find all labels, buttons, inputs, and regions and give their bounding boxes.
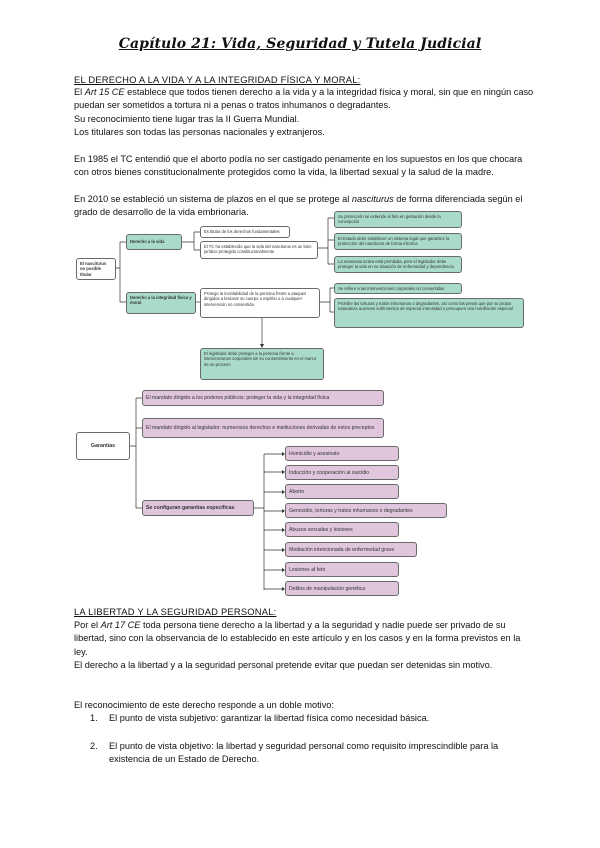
garantia-mandato-poderes: El mandato dirigido a los poderes públicos: proteger la vida y la integridad física: [142, 390, 384, 406]
delito-suicidio: Inducción y cooperación al suicidio: [285, 465, 399, 480]
delito-manipulacion-genetica: Delitos de manipulación genética: [285, 581, 399, 596]
node-titular: Es titular de los derechos fundamentales: [200, 226, 290, 238]
paragraph-art17: Por el Art 17 CE toda persona tiene derecho a la libertad y a la seguridad y nadie puede ser privado de su libertad, sino con la observancia de lo establecido en este artículo y en los casos y en la forma previstos en la ley.: [74, 620, 521, 657]
paragraph-art15: El Art 15 CE establece que todos tienen derecho a la vida y a la integridad física y moral, sin que en ningún caso puedan ser sometidos a tortura ni a penas o tratos inhumanos o degradantes.: [74, 87, 534, 111]
node-torturas: Prohíbe las torturas y tratos inhumanos o degradantes, así como las penas que por su propia naturaleza acarreen sufrimientos de especial intensidad o provoquen una humillación especial: [334, 298, 524, 328]
delito-enfermedad: Mediación intencionada de enfermedad grave: [285, 542, 417, 557]
latin-term: nasciturus: [351, 194, 394, 204]
paragraph-reconocimiento: Su reconocimiento tiene lugar tras la II Guerra Mundial.: [74, 114, 300, 124]
article-reference: Art 17 CE: [100, 620, 141, 630]
delito-abusos: Abusos sexuales y lesiones: [285, 522, 399, 537]
delito-lesiones-feto: Lesiones al feto: [285, 562, 399, 577]
paragraph-aborto-1985: En 1985 el TC entendió que el aborto podía no ser castigado penamente en los supuestos en los que chocara con otros bienes constitucionalmente protegidos como la vida, la libertad sexual y la salud de la madre.: [74, 154, 523, 178]
diagram-root-garantias: Garantías: [76, 432, 130, 460]
paragraph-doble-motivo: El reconocimiento de este derecho responde a un doble motivo:: [74, 700, 334, 710]
delito-genocidio: Genocidio, torturas y tratos inhumanos o degradantes: [285, 503, 447, 518]
garantia-mandato-legislador: El mandato dirigido al legislador: numerosos derechos e instituciones derivadas de estos preceptos: [142, 418, 384, 438]
list-item: 2. El punto de vista objetivo: la libertad y seguridad personal como requisito imprescindible para la existencia de un Estado de Derecho.: [90, 741, 499, 765]
garantia-especificas: Se configuran garantías específicas: [142, 500, 254, 516]
node-proteccion-feto: Su protección se extiende al feto en gestación desde la concepción: [334, 211, 462, 228]
list-item: 1. El punto de vista subjetivo: garantizar la libertad física como necesidad básica.: [90, 713, 430, 723]
node-sistema-legal: El Estado debe establecer un sistema legal que garantice la protección del nasciturus de forma efectiva: [334, 233, 462, 250]
section-heading-libertad: LA LIBERTAD Y LA SEGURIDAD PERSONAL:: [74, 606, 277, 617]
branch-derecho-vida: Derecho a la vida: [126, 234, 182, 250]
paragraph-plazos-2010: En 2010 se estableció un sistema de plazos en el que se protege al nasciturus de forma diferenciada según el grado de desarrollo de la vida embrionaria.: [74, 194, 523, 218]
delito-homicidio: Homicidio y asesinato: [285, 446, 399, 461]
page-title: Capítulo 21: Vida, Seguridad y Tutela Judicial: [118, 36, 482, 52]
branch-integridad: Derecho a la integridad física y moral: [126, 292, 196, 314]
paragraph-titulares: Los titulares son todas las personas nacionales y extranjeros.: [74, 127, 325, 137]
delito-aborto: Aborto: [285, 484, 399, 499]
node-legislador-proceso: El legislador debe proteger a la persona frente a intervenciones corporales sin su consentimiento en el marco de un proceso: [200, 348, 324, 380]
node-bien-juridico: El TC ha establecido que la vida del nasciturus es un bien jurídico protegido constitucionalmente: [200, 241, 318, 259]
article-reference: Art 15 CE: [84, 87, 125, 97]
node-intervenciones: Se refiere a las intervenciones corporales no consentidas: [334, 283, 462, 294]
diagram-root-nasciturus: El nasciturus no posible titular: [76, 258, 116, 280]
node-eutanasia: La eutanasia activa está prohibida, pero el legislador debe proteger la vida en su situación de enfermedad y dependencia: [334, 256, 462, 273]
node-inviolabilidad: Protege la inviolabilidad de la persona frente a ataques dirigidos a lesionar su cuerpo o espíritu o a cualquier intervención no consentida: [200, 288, 320, 318]
section-heading-vida: EL DERECHO A LA VIDA Y A LA INTEGRIDAD FÍSICA Y MORAL:: [74, 74, 361, 85]
paragraph-detenidas: El derecho a la libertad y a la seguridad personal pretende evitar que puedan ser detenidas sin motivo.: [74, 660, 493, 670]
